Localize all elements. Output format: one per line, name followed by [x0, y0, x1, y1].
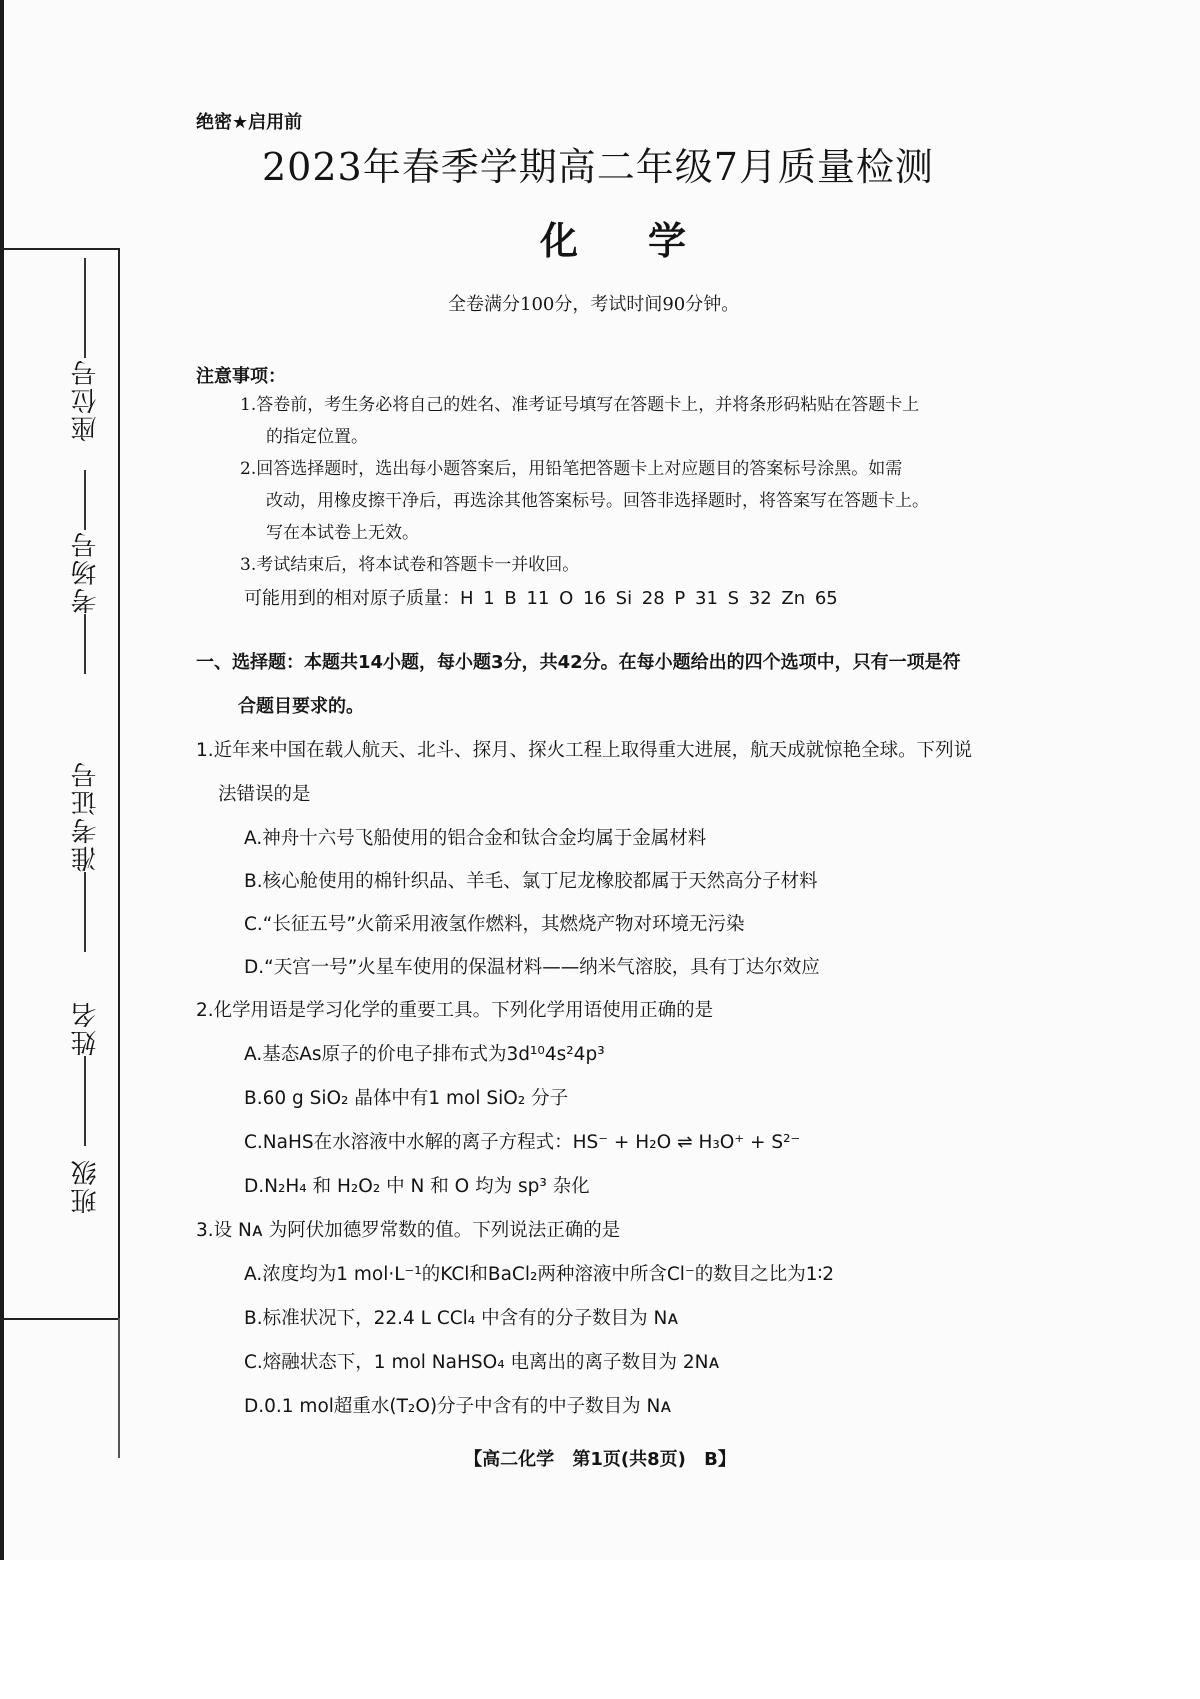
section-heading-cont: 合题目要求的。	[238, 696, 364, 717]
exam-room-line-lower	[84, 614, 86, 674]
top-secret-label: 绝密★启用前	[196, 112, 303, 133]
q2-option-a: A.基态As原子的价电子排布式为3d¹⁰4s²4p³	[244, 1044, 605, 1065]
exam-title: 2023年春季学期高二年级7月质量检测	[262, 145, 934, 189]
bottom-blank-area	[0, 1560, 1200, 1699]
q3-option-c: C.熔融状态下，1 mol NaHSO₄ 电离出的离子数目为 2Nᴀ	[244, 1352, 720, 1373]
name-line	[84, 1056, 86, 1146]
binding-margin-bottom-line	[0, 1318, 118, 1320]
admission-number-line	[84, 872, 86, 952]
class-label: 班级	[70, 1158, 101, 1214]
q2-option-c: C.NaHS在水溶液中水解的离子方程式：HS⁻ + H₂O ⇌ H₃O⁺ + S²⁻	[244, 1132, 801, 1153]
binding-margin-line	[118, 248, 120, 1318]
admission-number-label: 准考证号	[70, 760, 101, 872]
exam-room-line	[84, 470, 86, 530]
atomic-masses: 可能用到的相对原子质量：H 1 B 11 O 16 Si 28 P 31 S 32 Zn 65	[244, 588, 838, 609]
class-field	[68, 1158, 102, 1214]
footer-page-number: 第1页(共8页)	[572, 1449, 686, 1470]
exam-room-field	[68, 470, 102, 674]
seat-number-label: 座位号	[70, 358, 101, 442]
notice-item-3: 3.考试结束后，将本试卷和答题卡一并收回。	[240, 555, 580, 575]
q1-option-b: B.核心舱使用的棉针织品、羊毛、氯丁尼龙橡胶都属于天然高分子材料	[244, 871, 818, 892]
q1-option-d: D.“天宫一号”火星车使用的保温材料——纳米气溶胶，具有丁达尔效应	[244, 957, 820, 978]
footer-subject: 【高二化学	[464, 1449, 555, 1470]
notice-item-2-cont: 改动，用橡皮擦干净后，再选涂其他答案标号。回答非选择题时，将答案写在答题卡上。	[266, 491, 929, 511]
q2-option-b: B.60 g SiO₂ 晶体中有1 mol SiO₂ 分子	[244, 1088, 569, 1109]
q1-stem-cont: 法错误的是	[218, 784, 311, 805]
name-field	[68, 1000, 102, 1146]
footer-version: B】	[704, 1449, 736, 1470]
notice-item-2-cont2: 写在本试卷上无效。	[266, 523, 419, 543]
notice-item-2: 2.回答选择题时，选出每小题答案后，用铅笔把答题卡上对应题目的答案标号涂黑。如需	[240, 459, 903, 479]
score-time-info: 全卷满分100分，考试时间90分钟。	[448, 294, 740, 315]
q2-stem: 2.化学用语是学习化学的重要工具。下列化学用语使用正确的是	[196, 1000, 714, 1021]
binding-margin-top-line	[0, 248, 118, 250]
q1-option-c: C.“长征五号”火箭采用液氢作燃料，其燃烧产物对环境无污染	[244, 914, 745, 935]
section-heading: 一、选择题：本题共14小题，每小题3分，共42分。在每小题给出的四个选项中，只有一项是符	[196, 652, 961, 673]
q1-stem: 1.近年来中国在载人航天、北斗、探月、探火工程上取得重大进展，航天成就惊艳全球。下列说	[196, 740, 973, 761]
q3-option-d: D.0.1 mol超重水(T₂O)分子中含有的中子数目为 Nᴀ	[244, 1396, 672, 1417]
q2-option-d: D.N₂H₄ 和 H₂O₂ 中 N 和 O 均为 sp³ 杂化	[244, 1176, 590, 1197]
notice-heading: 注意事项：	[196, 366, 286, 387]
notice-item-1: 1.答卷前，考生务必将自己的姓名、准考证号填写在答题卡上，并将条形码粘贴在答题卡上	[240, 395, 920, 415]
admission-number-field	[68, 760, 102, 952]
name-label: 姓名	[70, 1000, 101, 1056]
binding-margin-line-lower	[118, 1318, 120, 1458]
exam-room-label: 考场号	[70, 530, 101, 614]
seat-number-line	[84, 258, 86, 358]
q3-option-a: A.浓度均为1 mol·L⁻¹的KCl和BaCl₂两种溶液中所含Cl⁻的数目之比为1∶2	[244, 1264, 835, 1285]
page-footer	[0, 1445, 1200, 1471]
q1-option-a: A.神舟十六号飞船使用的铝合金和钛合金均属于金属材料	[244, 828, 707, 849]
seat-number-field	[68, 258, 102, 442]
q3-option-b: B.标准状况下，22.4 L CCl₄ 中含有的分子数目为 Nᴀ	[244, 1308, 679, 1329]
notice-item-1-cont: 的指定位置。	[266, 427, 368, 447]
subject-title: 化学	[540, 219, 757, 263]
q3-stem: 3.设 Nᴀ 为阿伏加德罗常数的值。下列说法正确的是	[196, 1220, 621, 1241]
page-left-edge	[0, 0, 4, 1560]
